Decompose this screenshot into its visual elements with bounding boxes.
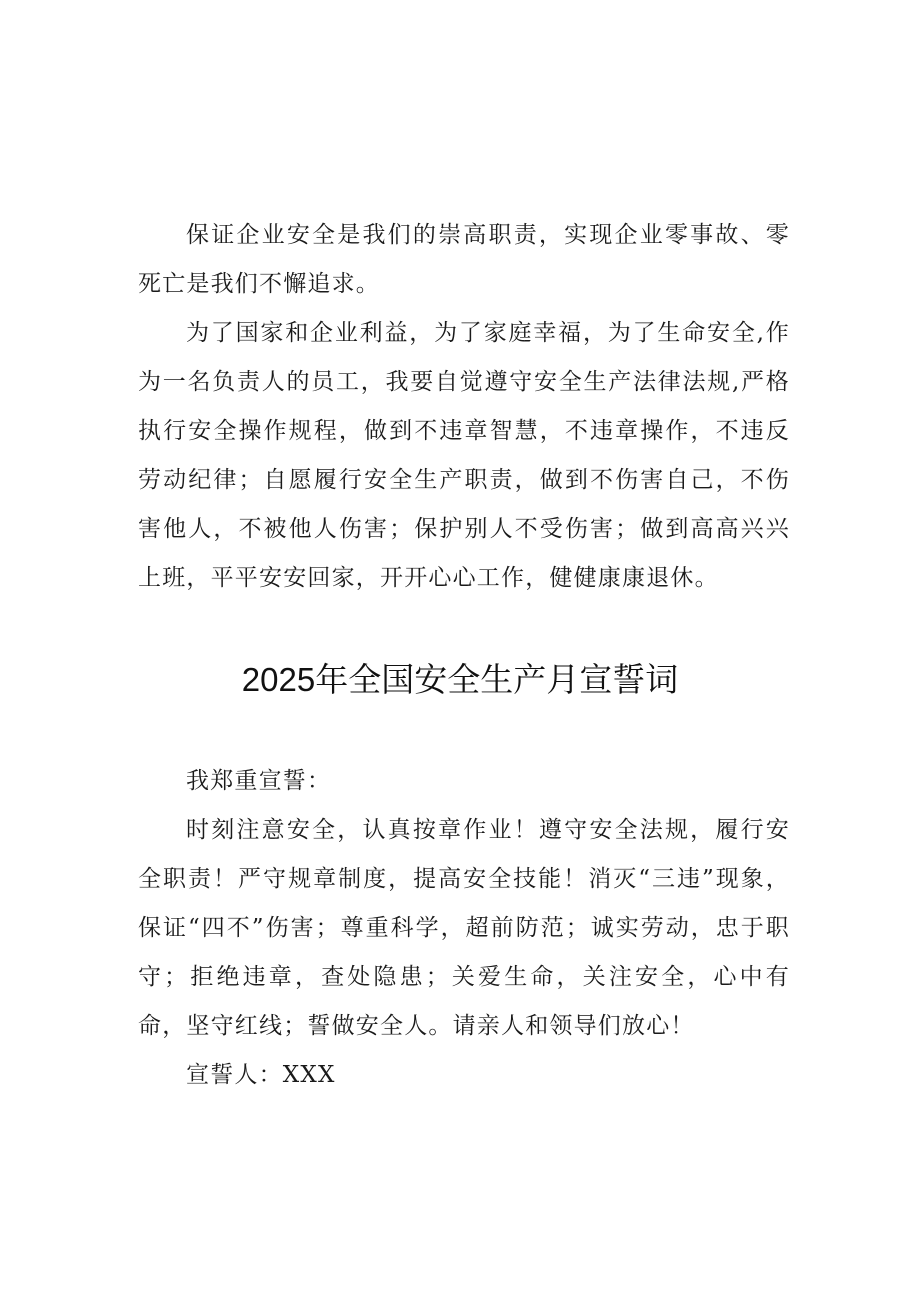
- oath-title: 2025年全国安全生产月宣誓词: [241, 661, 679, 698]
- oath-section: [138, 757, 790, 1100]
- safety-commitment-section: [138, 211, 790, 603]
- commitment-paragraph-2: 为了国家和企业利益，为了家庭幸福，为了生命安全,作为一名负责人的员工，我要自觉遵守安全生产法律法规,严格执行安全操作规程，做到不违章智慧，不违章操作，不违反劳动纪律；自愿履行安全生产职责，做到不伤害自己，不伤害他人，不被他人伤害；保护别人不受伤害；做到高高兴兴上班，平平安安回家，开开心心工作，健健康康退休。: [138, 320, 790, 591]
- commitment-paragraph-1: 保证企业安全是我们的崇高职责，实现企业零事故、零死亡是我们不懈追求。: [138, 222, 790, 297]
- oath-body: 时刻注意安全，认真按章作业！遵守安全法规，履行安全职责！严守规章制度，提高安全技能！消灭“三违”现象，保证“四不”伤害；尊重科学，超前防范；诚实劳动，忠于职守；拒绝违章，查处隐患；关爱生命，关注安全，心中有命，坚守红线；誓做安全人。请亲人和领导们放心！: [138, 817, 790, 1039]
- oath-signature: 宣誓人：XXX: [186, 1062, 336, 1088]
- oath-opening: 我郑重宣誓：: [186, 768, 332, 794]
